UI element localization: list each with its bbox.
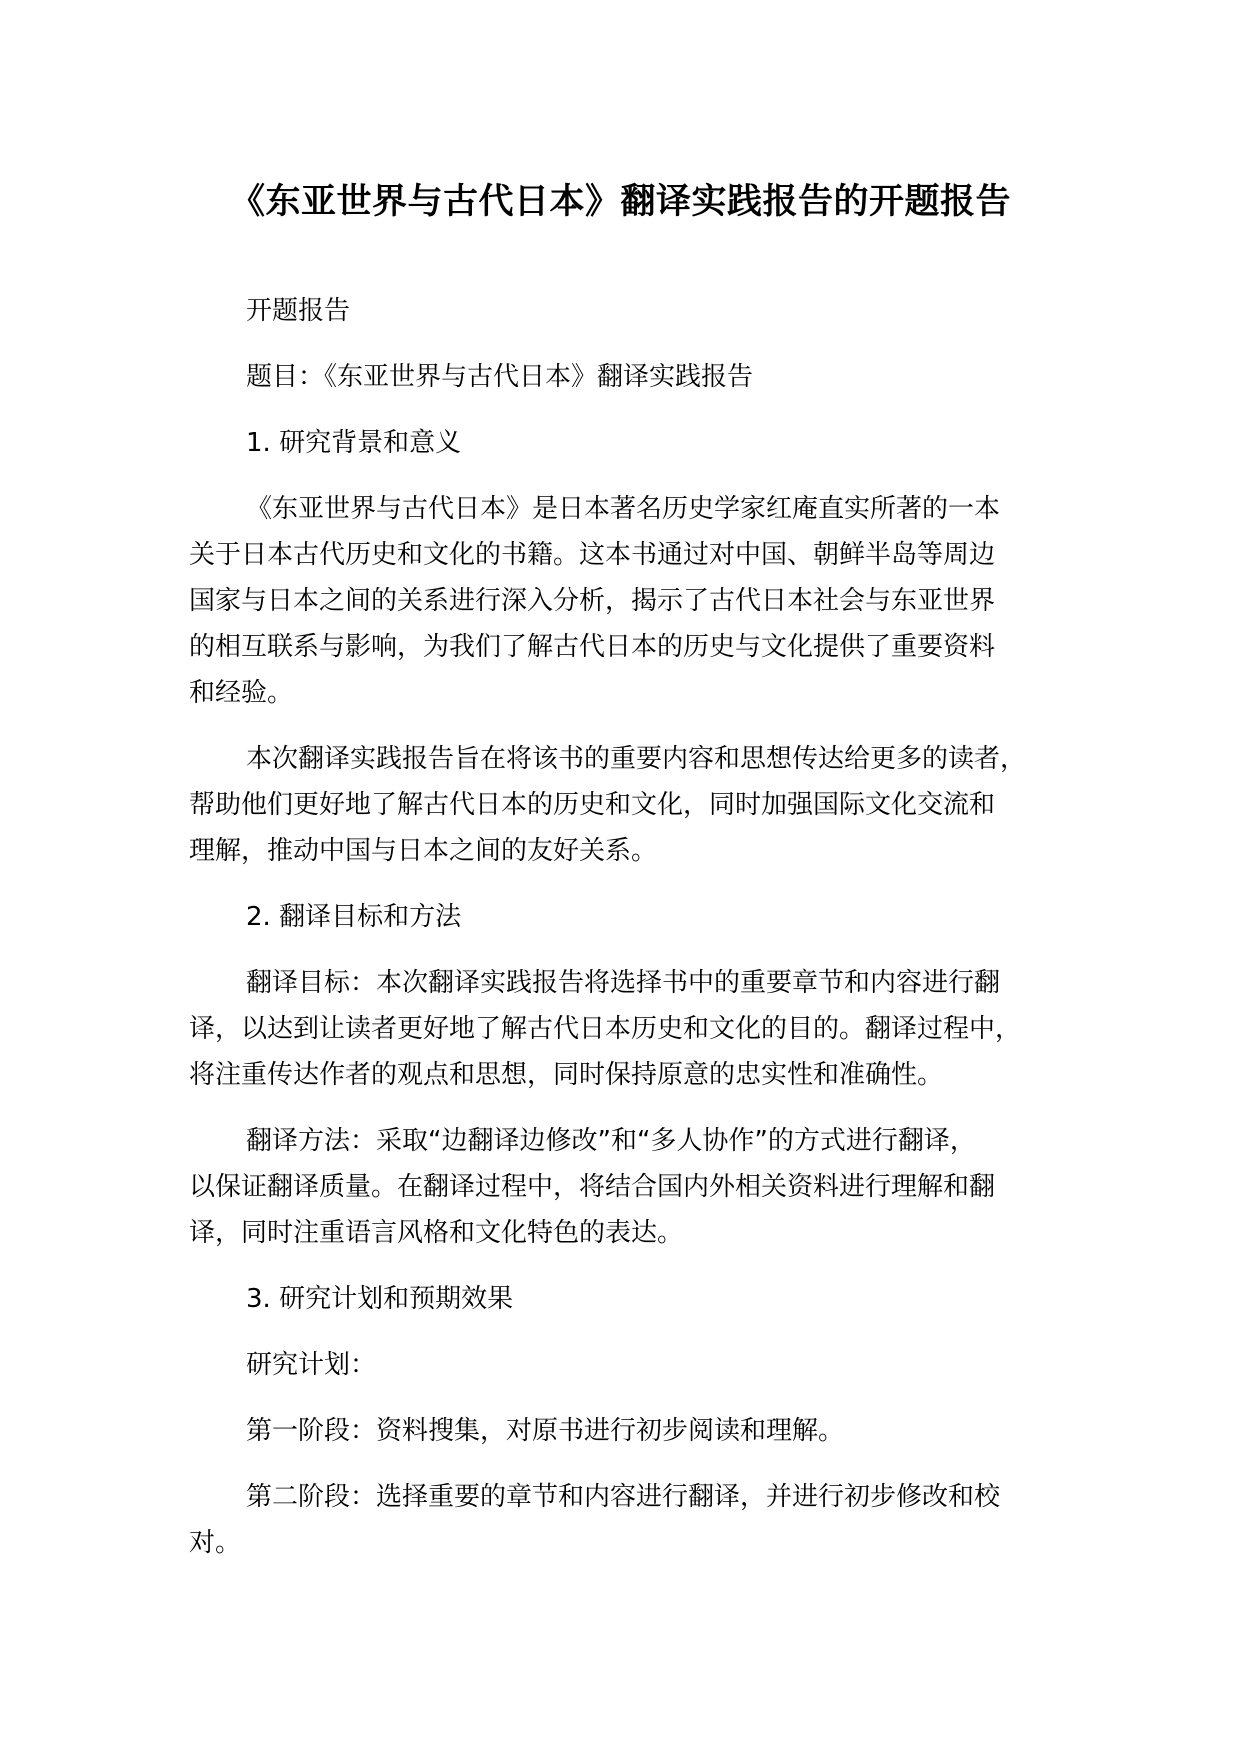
- research-plan-label: 研究计划：: [246, 1350, 377, 1380]
- text-line: 第二阶段：选择重要的章节和内容进行翻译，并进行初步修改和校: [246, 1482, 1001, 1512]
- text-line: 和经验。: [189, 678, 294, 708]
- text-line: 翻译目标：本次翻译实践报告将选择书中的重要章节和内容进行翻: [246, 968, 1001, 998]
- text-line: 以保证翻译质量。在翻译过程中，将结合国内外相关资料进行理解和翻: [189, 1172, 996, 1202]
- text-line: 翻译方法：采取“边翻译边修改”和“多人协作”的方式进行翻译，: [246, 1126, 976, 1156]
- text-line: 国家与日本之间的关系进行深入分析，揭示了古代日本社会与东亚世界: [189, 586, 996, 616]
- text-line: 关于日本古代历史和文化的书籍。这本书通过对中国、朝鲜半岛等周边: [189, 540, 996, 570]
- text-line: 帮助他们更好地了解古代日本的历史和文化，同时加强国际文化交流和: [189, 790, 996, 820]
- section-1-heading: 1. 研究背景和意义: [246, 428, 462, 458]
- text-line: 将注重传达作者的观点和思想，同时保持原意的忠实性和准确性。: [189, 1060, 944, 1090]
- stage-2-text: [189, 1474, 1089, 1566]
- document-title: 《东亚世界与古代日本》翻译实践报告的开题报告: [229, 182, 1011, 222]
- text-line: 的相互联系与影响，为我们了解古代日本的历史与文化提供了重要资料: [189, 632, 996, 662]
- section-2-heading: 2. 翻译目标和方法: [246, 902, 462, 932]
- section-2-paragraph-1: [189, 960, 1089, 1098]
- section-1-paragraph-2: [189, 736, 1089, 874]
- section-2-paragraph-2: [189, 1118, 1089, 1256]
- report-heading: 开题报告: [246, 296, 351, 326]
- section-3-heading: 3. 研究计划和预期效果: [246, 1284, 514, 1314]
- stage-1-text: 第一阶段：资料搜集，对原书进行初步阅读和理解。: [246, 1416, 845, 1446]
- report-topic: 题目：《东亚世界与古代日本》翻译实践报告: [246, 362, 754, 392]
- text-line: 本次翻译实践报告旨在将该书的重要内容和思想传达给更多的读者，: [246, 744, 1027, 774]
- text-line: 译，同时注重语言风格和文化特色的表达。: [189, 1218, 684, 1248]
- text-line: 对。: [189, 1528, 242, 1558]
- document-body: [189, 288, 1089, 1586]
- section-1-paragraph-1: [189, 486, 1089, 716]
- text-line: 译，以达到让读者更好地了解古代日本历史和文化的目的。翻译过程中，: [189, 1014, 1022, 1044]
- text-line: 《东亚世界与古代日本》是日本著名历史学家红庵直实所著的一本: [246, 494, 1001, 524]
- text-line: 理解，推动中国与日本之间的友好关系。: [189, 836, 658, 866]
